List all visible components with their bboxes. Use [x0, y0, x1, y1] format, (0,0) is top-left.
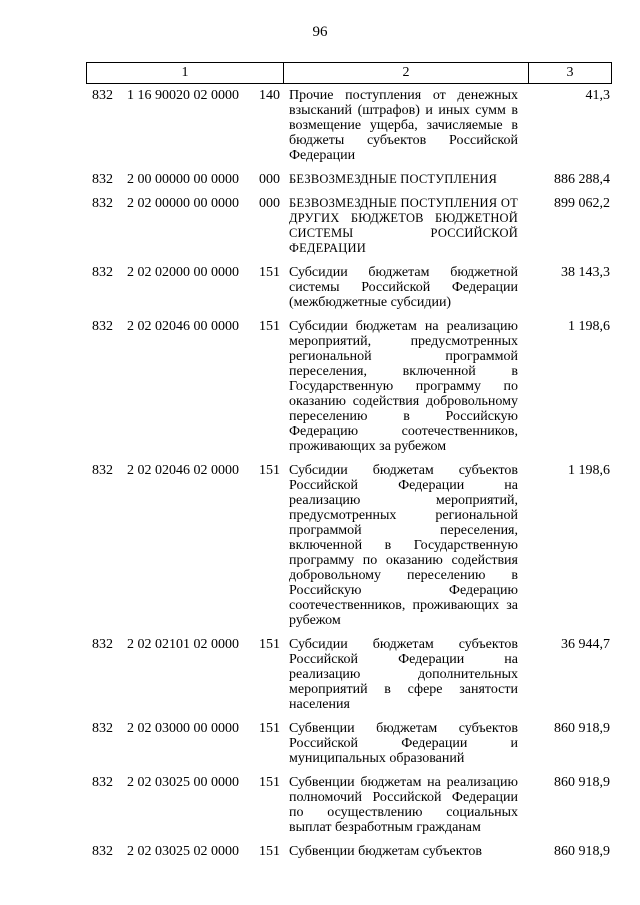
admin-code: 832: [92, 637, 113, 652]
income-code: 2 02 02000 00 0000: [127, 265, 239, 280]
income-name: БЕЗВОЗМЕЗДНЫЕ ПОСТУПЛЕНИЯ ОТ ДРУГИХ БЮДЖЕТОВ БЮДЖЕТНОЙ СИСТЕМЫ РОССИЙСКОЙ ФЕДЕРАЦИИ: [289, 196, 518, 255]
amount: 899 062,2: [554, 196, 610, 211]
sub-code: 151: [259, 721, 280, 736]
income-code: 2 00 00000 00 0000: [127, 172, 239, 187]
sub-code: 151: [259, 775, 280, 790]
income-code: 2 02 03025 02 0000: [127, 844, 239, 859]
income-name: Субвенции бюджетам субъектов: [289, 844, 482, 859]
page-number: 96: [312, 24, 328, 40]
table-row: [0, 196, 640, 256]
admin-code: 832: [92, 88, 113, 103]
table-header: [86, 62, 612, 84]
sub-code: 151: [259, 844, 280, 859]
admin-code: 832: [92, 319, 113, 334]
amount: 860 918,9: [554, 721, 610, 736]
income-name: БЕЗВОЗМЕЗДНЫЕ ПОСТУПЛЕНИЯ: [289, 172, 498, 186]
admin-code: 832: [92, 775, 113, 790]
admin-code: 832: [92, 844, 113, 859]
admin-code: 832: [92, 463, 113, 478]
admin-code: 832: [92, 196, 113, 211]
header-col-3: 3: [566, 65, 574, 80]
amount: 860 918,9: [554, 844, 610, 859]
income-code: 2 02 02046 00 0000: [127, 319, 239, 334]
income-name: Субсидии бюджетам бюджетной системы Российской Федерации (межбюджетные субсидии): [289, 265, 518, 310]
amount: 860 918,9: [554, 775, 610, 790]
sub-code: 140: [259, 88, 280, 103]
income-name: Субсидии бюджетам субъектов Российской Федерации на реализацию дополнительных мероприятий в сфере занятости населения: [289, 637, 518, 712]
table-row: [0, 319, 640, 454]
income-code: 2 02 03000 00 0000: [127, 721, 239, 736]
table-row: [0, 637, 640, 712]
table-row: [0, 172, 640, 187]
sub-code: 000: [259, 196, 280, 211]
table-row: [0, 721, 640, 766]
amount: 1 198,6: [568, 319, 610, 334]
table-row: [0, 844, 640, 859]
income-name: Субвенции бюджетам на реализацию полномочий Российской Федерации по осуществлению социальных выплат безработным гражданам: [289, 775, 518, 835]
sub-code: 151: [259, 265, 280, 280]
sub-code: 000: [259, 172, 280, 187]
income-code: 1 16 90020 02 0000: [127, 88, 239, 103]
income-name: Прочие поступления от денежных взысканий (штрафов) и иных сумм в возмещение ущерба, зачисляемые в бюджеты субъектов Российской Федерации: [289, 88, 518, 163]
table-row: [0, 265, 640, 310]
income-code: 2 02 03025 00 0000: [127, 775, 239, 790]
table-row: [0, 463, 640, 628]
amount: 41,3: [585, 88, 610, 103]
income-name: Субсидии бюджетам субъектов Российской Федерации на реализацию мероприятий, предусмотренных региональной программой переселения, включенной в Государственную программу по оказанию содействия добровольному переселению в Российскую Федерацию соотечественников, проживающих за рубежом: [289, 463, 518, 628]
table-row: [0, 775, 640, 835]
header-col-2: 2: [284, 63, 529, 83]
sub-code: 151: [259, 463, 280, 478]
income-code: 2 02 00000 00 0000: [127, 196, 239, 211]
amount: 36 944,7: [561, 637, 610, 652]
table-row: [0, 88, 640, 163]
sub-code: 151: [259, 637, 280, 652]
admin-code: 832: [92, 265, 113, 280]
income-code: 2 02 02101 02 0000: [127, 637, 239, 652]
income-name: Субсидии бюджетам на реализацию мероприятий, предусмотренных региональной программой переселения, включенной в Государственную программу по оказанию содействия добровольному переселению в Российскую Федерацию соотечественников, проживающих за рубежом: [289, 319, 518, 454]
amount: 38 143,3: [561, 265, 610, 280]
sub-code: 151: [259, 319, 280, 334]
admin-code: 832: [92, 172, 113, 187]
income-name: Субвенции бюджетам субъектов Российской Федерации и муниципальных образований: [289, 721, 518, 766]
income-code: 2 02 02046 02 0000: [127, 463, 239, 478]
header-col-1: 1: [87, 63, 284, 83]
amount: 886 288,4: [554, 172, 610, 187]
admin-code: 832: [92, 721, 113, 736]
table-body: [0, 88, 640, 868]
amount: 1 198,6: [568, 463, 610, 478]
